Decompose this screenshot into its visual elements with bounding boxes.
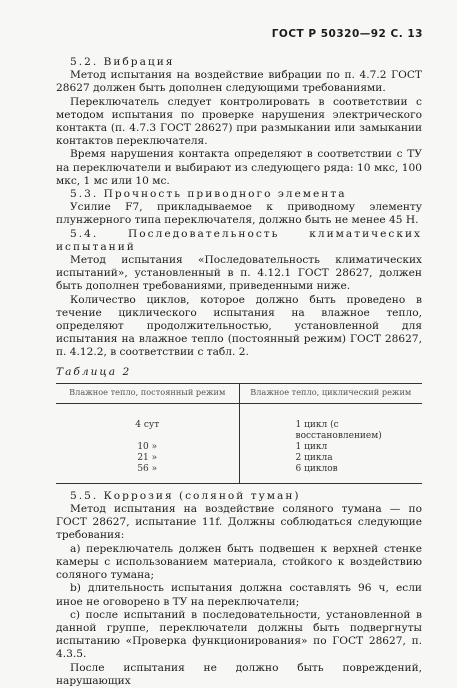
table-cell: 2 цикла: [295, 452, 333, 463]
table-cell: 56 »: [56, 464, 239, 484]
table-cell: 4 сут: [56, 403, 239, 442]
paragraph: Переключатель следует контролировать в соответствии с методом испытания по проверке нарушения электрического контакта (п. 4.7.3 ГОСТ 28627) при размыкании или замыкании контактов переключателя.: [56, 95, 422, 148]
table-cell: 6 циклов: [239, 464, 422, 484]
paragraph: Усилие F7, прикладываемое к приводному элементу плунжерного типа переключателя, должно быть не менее 45 Н.: [56, 201, 422, 227]
document-body: [56, 56, 422, 688]
paragraph: Количество циклов, которое должно быть проведено в течение циклического испытания на влажное тепло, определяют продолжительностью, установленной для испытания на влажное тепло (постоянный режим) ГОСТ 28627, п. 4.12.2, в соответствии с табл. 2.: [56, 293, 422, 359]
paragraph: Метод испытания на воздействие вибрации по п. 4.7.2 ГОСТ 28627 должен быть дополнен следующими требованиями.: [56, 69, 422, 95]
section-5-2-heading: 5.2. Вибрация: [70, 56, 175, 68]
list-item: с) после испытаний в последовательности, установленной в данной группе, переключатели должны быть подвергнуты испытанию «Проверка функционирования» по ГОСТ 28627, п. 4.3.5.: [56, 608, 422, 661]
table-cell: 21 »: [56, 453, 239, 464]
paragraph: После испытания не должно быть повреждений, нарушающих: [56, 661, 422, 687]
table-cell: 1 цикл: [295, 441, 328, 452]
table-cell: 10 »: [56, 442, 239, 453]
table-header-row: [56, 383, 422, 403]
paragraph: Время нарушения контакта определяют в соответствии с ТУ на переключатели и выбирают из следующего ряда: 10 мкс, 100 мкс, 1 мс или 10 мс.: [56, 148, 422, 187]
table-caption: Таблица 2: [56, 365, 132, 378]
section-5-4-heading: 5.4. Последовательность климатических испытаний: [56, 227, 422, 253]
list-item: b) длительность испытания должна составлять 96 ч, если иное не оговорено в ТУ на переключатели;: [56, 582, 422, 608]
table-cell: 1 цикл (с восстановлением): [295, 419, 382, 441]
list-item: а) переключатель должен быть подвешен к верхней стенке камеры с использованием материала, стойкого к воздействию соляного тумана;: [56, 542, 422, 582]
table-row: [56, 442, 422, 453]
section-5-5-heading: 5.5. Коррозия (соляной туман): [70, 489, 301, 502]
table-row: [56, 403, 422, 442]
table-2: [56, 383, 422, 484]
paragraph: Метод испытания на воздействие соляного тумана — по ГОСТ 28627, испытание 11f. Должны соблюдаться следующие требования:: [56, 503, 422, 542]
table-row: [56, 453, 422, 464]
table-header-cell: Влажное тепло, постоянный режим: [56, 383, 239, 403]
section-5-3-heading: 5.3. Прочность приводного элемента: [70, 188, 347, 201]
page-header: ГОСТ Р 50320—92 С. 13: [271, 28, 423, 40]
table-row: [56, 464, 422, 484]
table-header-cell: Влажное тепло, циклический режим: [239, 383, 422, 403]
paragraph: Метод испытания «Последовательность климатических испытаний», установленный в п. 4.12.1 ГОСТ 28627, должен быть дополнен требованиями, приведенными ниже.: [56, 254, 422, 293]
